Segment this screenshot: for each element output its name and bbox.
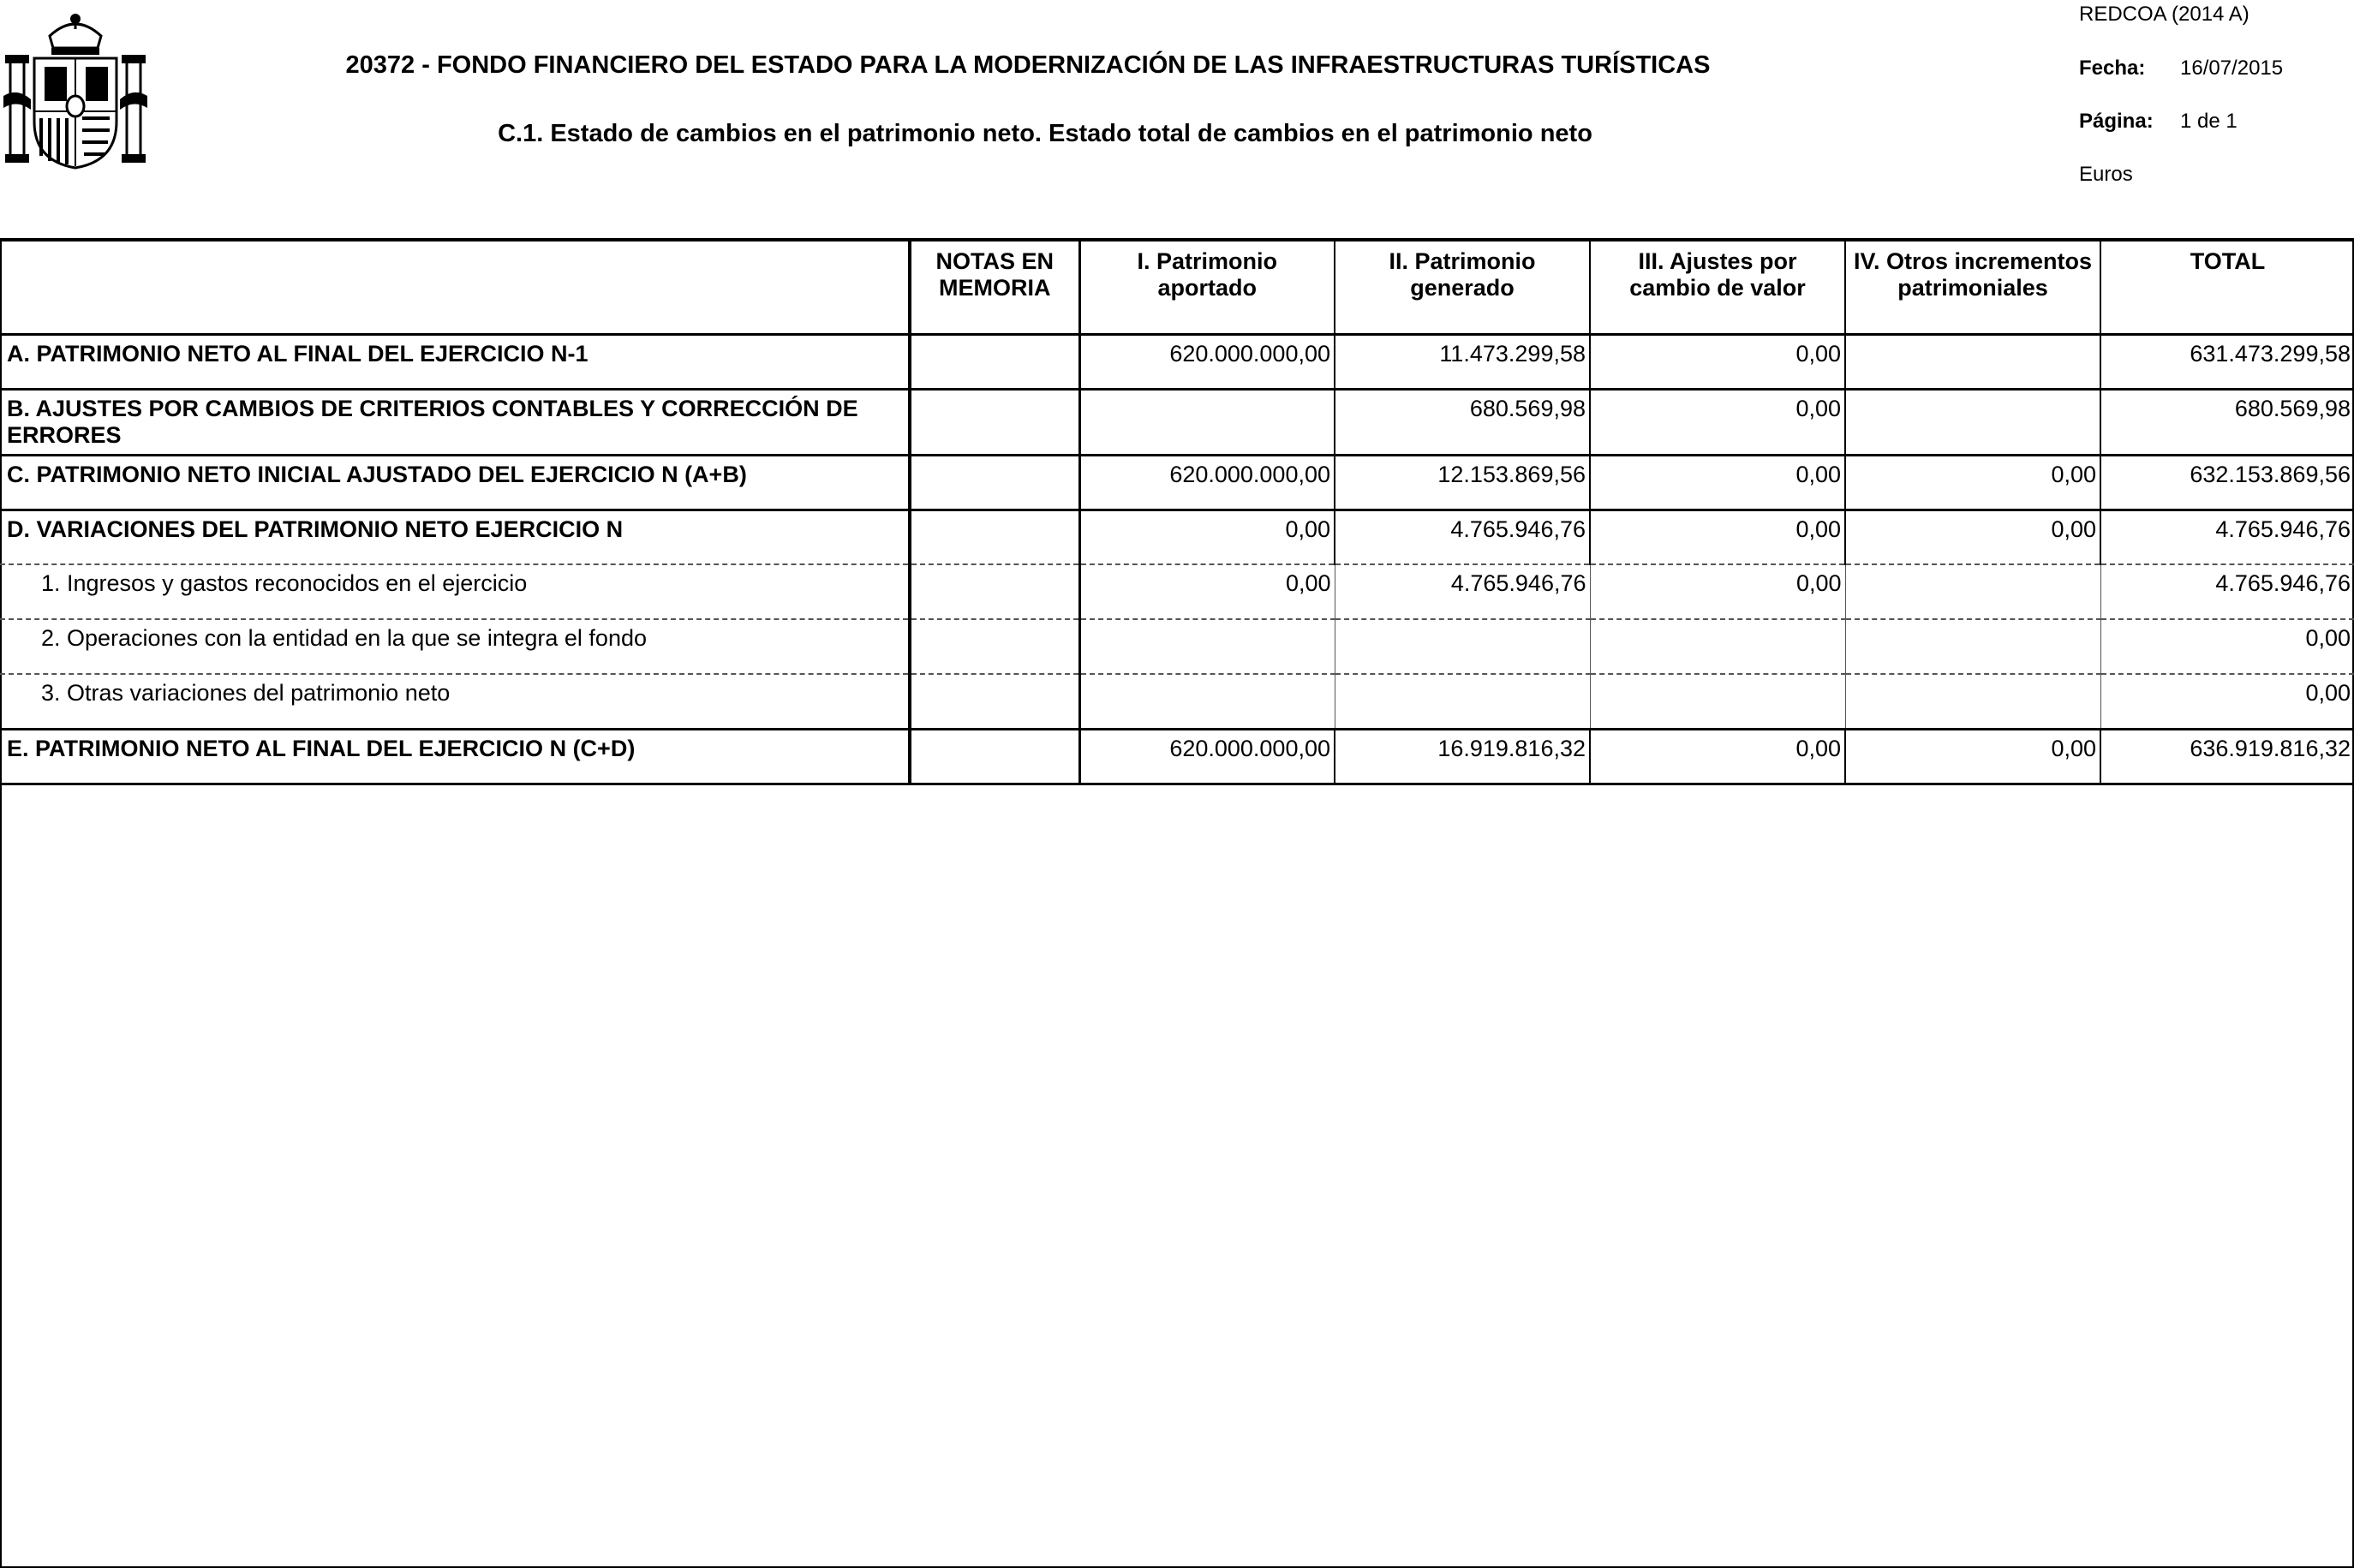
cell-aportado xyxy=(1079,389,1335,455)
table-row xyxy=(0,455,2354,510)
row-label: 3. Otras variaciones del patrimonio neto xyxy=(0,674,910,729)
cell-generado: 12.153.869,56 xyxy=(1335,455,1590,510)
report-code: REDCOA (2014 A) xyxy=(2079,3,2249,26)
column-header-aportado: I. Patrimonio aportado xyxy=(1079,241,1335,334)
cell-ajustes: 0,00 xyxy=(1590,455,1845,510)
pagina-value: 1 de 1 xyxy=(2180,110,2237,133)
table-header-row xyxy=(0,241,2354,334)
cell-aportado: 620.000.000,00 xyxy=(1079,729,1335,784)
table-row xyxy=(0,729,2354,784)
cell-generado: 11.473.299,58 xyxy=(1335,334,1590,389)
cell-otros: 0,00 xyxy=(1845,729,2100,784)
column-header-otros: IV. Otros incrementos patrimoniales xyxy=(1845,241,2100,334)
cell-notas xyxy=(910,729,1079,784)
cell-notas xyxy=(910,334,1079,389)
cell-aportado: 0,00 xyxy=(1079,564,1335,619)
currency-unit: Euros xyxy=(2079,163,2133,186)
table-row xyxy=(0,334,2354,389)
cell-notas xyxy=(910,510,1079,564)
cell-ajustes: 0,00 xyxy=(1590,729,1845,784)
cell-ajustes: 0,00 xyxy=(1590,564,1845,619)
cell-generado xyxy=(1335,674,1590,729)
fecha-label: Fecha: xyxy=(2079,57,2146,80)
row-label: 2. Operaciones con la entidad en la que se integra el fondo xyxy=(0,619,910,674)
table-row xyxy=(0,674,2354,729)
cell-generado xyxy=(1335,619,1590,674)
cell-notas xyxy=(910,389,1079,455)
cell-generado: 680.569,98 xyxy=(1335,389,1590,455)
cell-total: 680.569,98 xyxy=(2100,389,2354,455)
cell-aportado xyxy=(1079,619,1335,674)
document-title: 20372 - FONDO FINANCIERO DEL ESTADO PARA LA MODERNIZACIÓN DE LAS INFRAESTRUCTURAS TURÍSTICAS xyxy=(345,51,1711,79)
cell-ajustes xyxy=(1590,674,1845,729)
fecha-value: 16/07/2015 xyxy=(2180,57,2284,80)
cell-total: 0,00 xyxy=(2100,674,2354,729)
row-label: C. PATRIMONIO NETO INICIAL AJUSTADO DEL EJERCICIO N (A+B) xyxy=(0,455,910,510)
column-header-concept xyxy=(0,241,910,334)
cell-total: 4.765.946,76 xyxy=(2100,510,2354,564)
row-label: D. VARIACIONES DEL PATRIMONIO NETO EJERCICIO N xyxy=(0,510,910,564)
cell-generado: 16.919.816,32 xyxy=(1335,729,1590,784)
cell-ajustes: 0,00 xyxy=(1590,334,1845,389)
cell-generado: 4.765.946,76 xyxy=(1335,564,1590,619)
cell-otros xyxy=(1845,619,2100,674)
table-row xyxy=(0,389,2354,455)
cell-aportado: 620.000.000,00 xyxy=(1079,334,1335,389)
row-label: 1. Ingresos y gastos reconocidos en el ejercicio xyxy=(0,564,910,619)
cell-ajustes: 0,00 xyxy=(1590,510,1845,564)
cell-otros xyxy=(1845,674,2100,729)
table-row xyxy=(0,619,2354,674)
cell-notas xyxy=(910,619,1079,674)
row-label: A. PATRIMONIO NETO AL FINAL DEL EJERCICIO N-1 xyxy=(0,334,910,389)
cell-total: 4.765.946,76 xyxy=(2100,564,2354,619)
cell-aportado xyxy=(1079,674,1335,729)
cell-ajustes xyxy=(1590,619,1845,674)
cell-ajustes: 0,00 xyxy=(1590,389,1845,455)
cell-notas xyxy=(910,564,1079,619)
pagina-label: Página: xyxy=(2079,110,2154,133)
cell-aportado: 0,00 xyxy=(1079,510,1335,564)
column-header-generado: II. Patrimonio generado xyxy=(1335,241,1590,334)
column-header-total: TOTAL xyxy=(2100,241,2354,334)
coat-of-arms-of-spain-icon xyxy=(2,10,149,170)
table-row xyxy=(0,510,2354,564)
cell-notas xyxy=(910,455,1079,510)
table-row xyxy=(0,564,2354,619)
cell-generado: 4.765.946,76 xyxy=(1335,510,1590,564)
row-label: E. PATRIMONIO NETO AL FINAL DEL EJERCICIO N (C+D) xyxy=(0,729,910,784)
cell-total: 632.153.869,56 xyxy=(2100,455,2354,510)
column-header-ajustes: III. Ajustes por cambio de valor xyxy=(1590,241,1845,334)
cell-total: 636.919.816,32 xyxy=(2100,729,2354,784)
equity-changes-table xyxy=(0,241,2354,785)
cell-otros: 0,00 xyxy=(1845,510,2100,564)
cell-notas xyxy=(910,674,1079,729)
cell-aportado: 620.000.000,00 xyxy=(1079,455,1335,510)
cell-total: 0,00 xyxy=(2100,619,2354,674)
cell-otros xyxy=(1845,564,2100,619)
column-header-notas: NOTAS EN MEMORIA xyxy=(910,241,1079,334)
cell-otros xyxy=(1845,334,2100,389)
cell-otros: 0,00 xyxy=(1845,455,2100,510)
cell-otros xyxy=(1845,389,2100,455)
cell-total: 631.473.299,58 xyxy=(2100,334,2354,389)
document-subtitle: C.1. Estado de cambios en el patrimonio neto. Estado total de cambios en el patrimonio neto xyxy=(498,120,1592,147)
row-label: B. AJUSTES POR CAMBIOS DE CRITERIOS CONTABLES Y CORRECCIÓN DE ERRORES xyxy=(0,389,910,455)
